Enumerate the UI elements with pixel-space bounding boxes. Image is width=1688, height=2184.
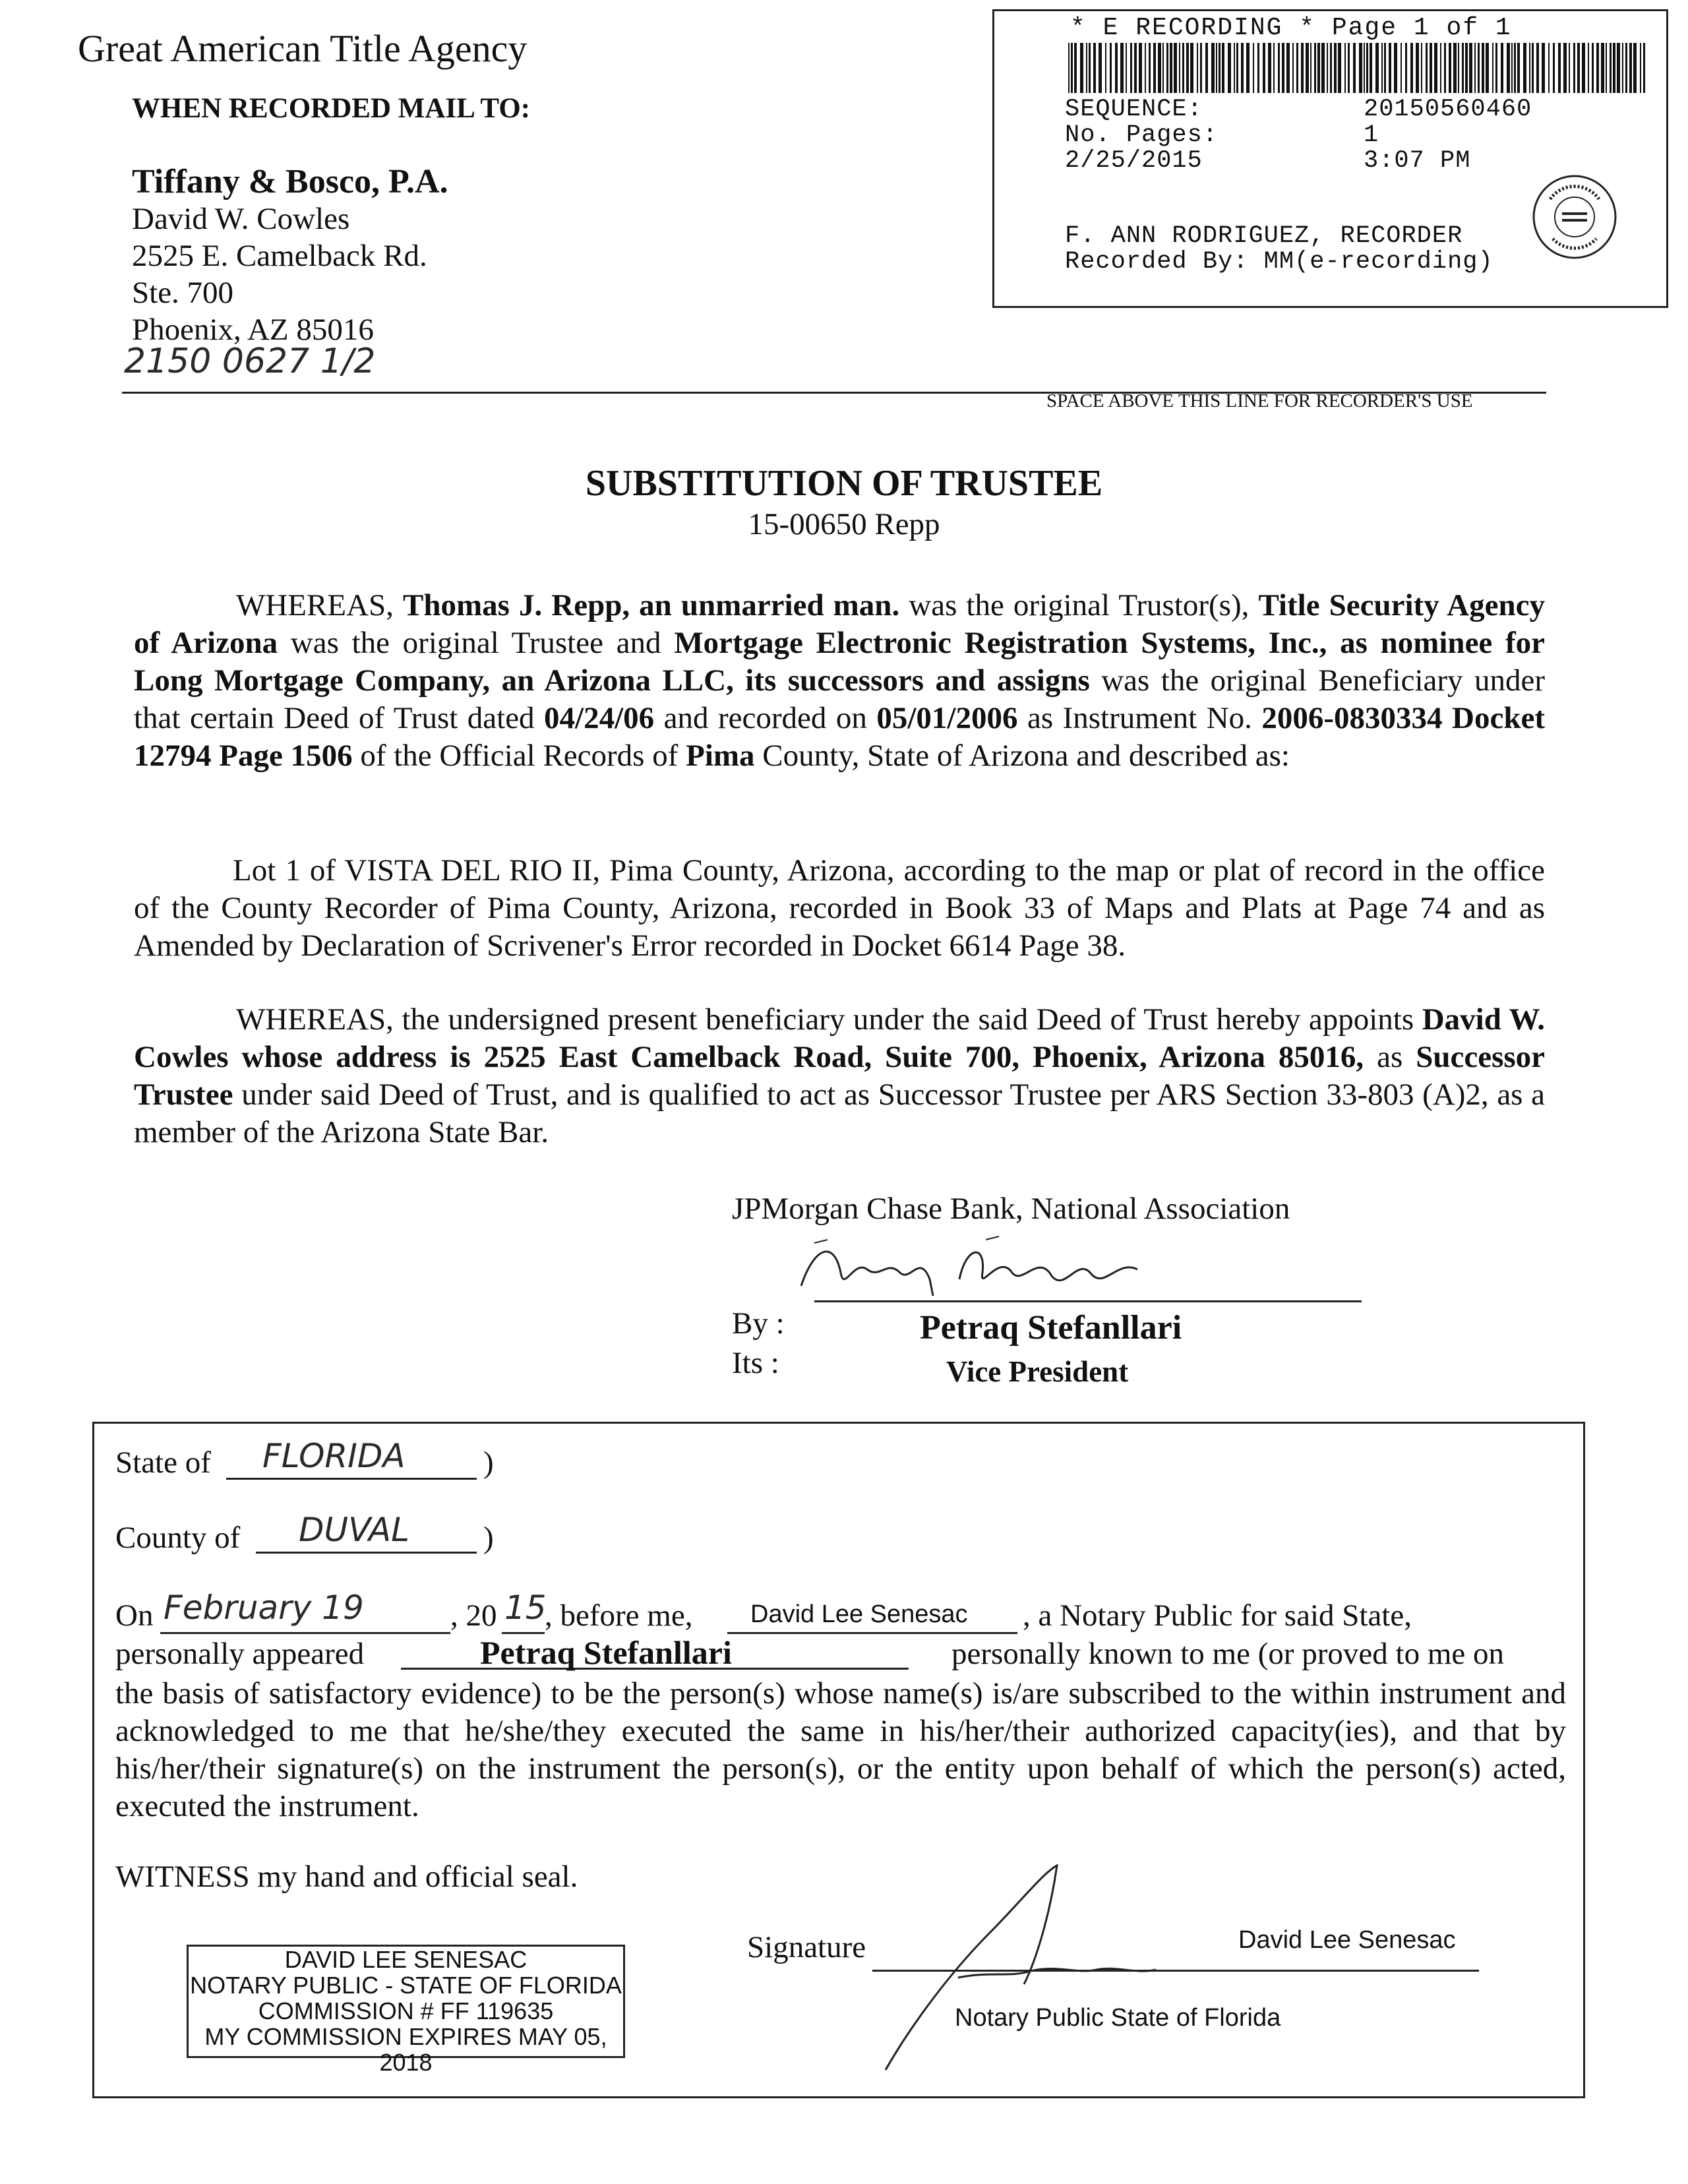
p1-text-4: was the original Beneficiary under that certain Deed of Trust dated: [134, 663, 1546, 735]
barcode-bar: [1458, 43, 1459, 93]
barcode-bar: [1228, 43, 1231, 93]
barcode-bar: [1474, 43, 1476, 93]
notary-signature-title: Notary Public State of Florida: [955, 2004, 1281, 2032]
state-label: State of: [115, 1445, 211, 1480]
document-file-number: 15-00650 Repp: [748, 507, 940, 541]
barcode-bar: [1359, 43, 1362, 93]
barcode-bar: [1430, 43, 1432, 93]
barcode-bar: [1507, 43, 1510, 93]
barcode-bar: [1134, 43, 1137, 93]
barcode-bar: [1640, 43, 1641, 93]
sequence-value: 20150560460: [1364, 96, 1532, 123]
barcode-bar: [1610, 43, 1612, 93]
barcode-bar: [1394, 43, 1397, 93]
notary-signature-icon: [859, 1859, 1255, 2077]
by-label: By :: [732, 1306, 785, 1341]
barcode-bar: [1401, 43, 1402, 93]
acknowledgment-body: the basis of satisfactory evidence) to be the person(s) whose name(s) is/are subscribed to the within instrument and acknowledged to me that he/she/they executed the same in his/her/their authorized capacity(ies), and that by his/her/their signature(s) on the instrument the person(s), or the entity upon behalf of which the person(s) acted, executed the instrument.: [115, 1676, 1566, 1823]
barcode-bar: [1381, 43, 1383, 93]
barcode-bar: [1327, 43, 1328, 93]
barcode-bar: [1241, 43, 1244, 93]
barcode-bar: [1334, 43, 1337, 93]
barcode-bar: [1071, 43, 1073, 93]
county-name: Pima: [686, 739, 755, 773]
legal-description: Lot 1 of VISTA DEL RIO II, Pima County, Arizona, according to the map or plat of record in the office of the County Recorder of Pima County, Arizona, recorded in Book 33 of Maps and Plats at Page 74 and as Amended by Declaration of Scrivener's Error recorded in Docket 6614 Page 38.: [134, 853, 1545, 963]
barcode-bar: [1643, 43, 1645, 93]
barcode-bar: [1197, 43, 1198, 93]
successor-trustee-name: David W. Cowles whose address is 2525 East Camelback Road, Suite 700, Phoenix, Arizona 85016,: [134, 1002, 1545, 1074]
barcode-bar: [1364, 43, 1365, 93]
barcode-bar: [1375, 43, 1379, 93]
recorder-space-note: SPACE ABOVE THIS LINE FOR RECORDER'S USE: [1046, 390, 1473, 411]
barcode-bar: [1149, 43, 1151, 93]
original-trustee: Title Security Agency of Arizona: [134, 588, 1545, 660]
barcode-bar: [1421, 43, 1422, 93]
barcode-bar: [1348, 43, 1350, 93]
barcode-bar: [1596, 43, 1599, 93]
year-value: 15: [504, 1589, 547, 1627]
barcode-bar: [1625, 43, 1627, 93]
signature-label: Signature: [747, 1930, 866, 1964]
barcode-bar: [1532, 43, 1534, 93]
recording-date: 2/25/2015: [1065, 147, 1203, 175]
barcode-bar: [1569, 43, 1570, 93]
barcode-bar: [1629, 43, 1632, 93]
barcode-bar: [1486, 43, 1489, 93]
barcode-bar: [1617, 43, 1620, 93]
barcode-bar: [1606, 43, 1607, 93]
date-value: February 19: [164, 1589, 364, 1627]
p1-text-6: as Instrument No.: [1017, 701, 1262, 735]
barcode-bar: [1179, 43, 1180, 93]
county-paren: ): [483, 1521, 494, 1555]
address-line-city: Phoenix, AZ 85016: [132, 313, 374, 347]
barcode-bar: [1563, 43, 1567, 93]
barcode-bar: [1317, 43, 1320, 93]
before-me-text: , before me,: [545, 1598, 693, 1633]
barcode-bar: [1263, 43, 1265, 93]
barcode-bar: [1514, 43, 1516, 93]
notary-stamp: [187, 1945, 625, 2076]
barcode-bar: [1153, 43, 1156, 93]
address-line-street: 2525 E. Camelback Rd.: [132, 239, 427, 273]
barcode-bar: [1253, 43, 1254, 93]
barcode-bar: [1553, 43, 1555, 93]
recorded-by: Recorded By: MM(e-recording): [1065, 248, 1493, 276]
document-title: SUBSTITUTION OF TRUSTEE: [585, 463, 1103, 504]
signer-title: Vice President: [946, 1355, 1129, 1388]
barcode-bar: [1310, 43, 1311, 93]
barcode-bar: [1296, 43, 1298, 93]
barcode-bar: [1130, 43, 1132, 93]
barcode-bar: [1405, 43, 1407, 93]
signer-name: Petraq Stefanllari: [920, 1309, 1182, 1347]
handwritten-file-number: 2150 0627 1/2: [124, 342, 376, 381]
address-line-name: David W. Cowles: [132, 202, 350, 236]
barcode-bar: [1592, 43, 1594, 93]
agency-name: Great American Title Agency: [78, 27, 528, 70]
barcode-bar: [1613, 43, 1615, 93]
barcode-bar: [1292, 43, 1294, 93]
barcode-bar: [1338, 43, 1341, 93]
year-prefix: , 20: [450, 1598, 497, 1633]
appointment-paragraph: [134, 1001, 1545, 1151]
barcode-bar: [1089, 43, 1091, 93]
barcode-bar: [1219, 43, 1221, 93]
original-beneficiary: Mortgage Electronic Registration Systems, Inc., as nominee for Long Mortgage Company, an Arizona LLC, its successors and assigns: [134, 626, 1545, 698]
state-paren: ): [483, 1445, 494, 1480]
barcode-bar: [1205, 43, 1208, 93]
barcode-bar: [1344, 43, 1346, 93]
barcode-bar: [1211, 43, 1215, 93]
barcode-bar: [1145, 43, 1146, 93]
recording-time: 3:07 PM: [1364, 147, 1471, 175]
beneficiary-company: JPMorgan Chase Bank, National Association: [732, 1192, 1290, 1226]
barcode-bar: [1366, 43, 1368, 93]
stamp-line-4: MY COMMISSION EXPIRES MAY 05, 2018: [204, 2023, 607, 2076]
barcode-bar: [1182, 43, 1184, 93]
barcode-bar: [1536, 43, 1539, 93]
recording-title: * E RECORDING * Page 1 of 1: [1070, 14, 1512, 42]
county-label: County of: [115, 1521, 241, 1555]
barcode-bar: [1321, 43, 1325, 93]
p1-text-7: of the Official Records of: [352, 739, 686, 773]
state-value: FLORIDA: [262, 1437, 406, 1475]
barcode-bar: [1444, 43, 1446, 93]
barcode-bar: [1482, 43, 1484, 93]
barcode-bar: [1186, 43, 1189, 93]
barcode-bar: [1174, 43, 1177, 93]
barcode-bar: [1099, 43, 1102, 93]
deed-date: 04/24/06: [544, 701, 655, 735]
barcode-bar: [1086, 43, 1087, 93]
barcode-bar: [1306, 43, 1309, 93]
barcode-bar: [1582, 43, 1585, 93]
barcode-bar: [1588, 43, 1589, 93]
barcode-bar: [1222, 43, 1224, 93]
trustor-name: Thomas J. Repp, an unmarried man.: [402, 588, 900, 622]
barcode-bar: [1068, 43, 1070, 93]
notary-public-text: , a Notary Public for said State,: [1023, 1598, 1412, 1633]
barcode-bar: [1410, 43, 1413, 93]
recital-paragraph: [134, 587, 1545, 775]
barcode-bar: [1139, 43, 1142, 93]
barcode-bar: [1353, 43, 1356, 93]
p3-text-3: under said Deed of Trust, and is qualified to act as Successor Trustee per ARS Section 33-803 (A)2, as a member of the Arizona State Bar.: [134, 1077, 1545, 1149]
barcode-bar: [1523, 43, 1526, 93]
barcode-bar: [1093, 43, 1096, 93]
barcode-bar: [1246, 43, 1250, 93]
barcode-bar: [1511, 43, 1513, 93]
barcode-bar: [1389, 43, 1391, 93]
p1-text-5: and recorded on: [654, 701, 877, 735]
barcode-bar: [1453, 43, 1457, 93]
barcode-bar: [1216, 43, 1217, 93]
barcode-bar: [1478, 43, 1480, 93]
pages-value: 1: [1364, 121, 1379, 149]
signature-icon: [788, 1233, 1151, 1306]
barcode-bar: [1282, 43, 1284, 93]
barcode-bar: [1190, 43, 1193, 93]
barcode-bar: [1115, 43, 1118, 93]
barcode-bar: [1517, 43, 1520, 93]
notary-signature-name: David Lee Senesac: [1238, 1926, 1456, 1954]
barcode-bar: [1110, 43, 1112, 93]
barcode-bar: [1314, 43, 1316, 93]
sequence-label: SEQUENCE:: [1065, 96, 1203, 123]
barcode-bar: [1286, 43, 1290, 93]
barcode-icon: [1068, 43, 1648, 93]
barcode-bar: [1384, 43, 1386, 93]
barcode-bar: [1236, 43, 1238, 93]
stamp-line-2: NOTARY PUBLIC - STATE OF FLORIDA: [190, 1972, 622, 1999]
barcode-bar: [1080, 43, 1083, 93]
p3-text-1: WHEREAS, the undersigned present beneficiary under the said Deed of Trust hereby appoints: [236, 1002, 1422, 1037]
barcode-bar: [1278, 43, 1280, 93]
county-recorder-seal-icon: [1530, 173, 1619, 261]
signature-line: [814, 1300, 1362, 1302]
address-line-firm: Tiffany & Bosco, P.A.: [132, 163, 448, 200]
barcode-bar: [1074, 43, 1077, 93]
barcode-bar: [1558, 43, 1561, 93]
instrument-number: 2006-0830334 Docket 12794 Page 1506: [134, 701, 1545, 773]
return-address: [132, 164, 448, 348]
barcode-bar: [1542, 43, 1545, 93]
pages-label: No. Pages:: [1065, 121, 1219, 149]
barcode-bar: [1330, 43, 1332, 93]
barcode-bar: [1577, 43, 1580, 93]
barcode-bar: [1301, 43, 1304, 93]
on-label: On: [115, 1598, 154, 1633]
barcode-bar: [1234, 43, 1235, 93]
p1-text-2: was the original Trustor(s),: [899, 588, 1259, 622]
barcode-bar: [1469, 43, 1472, 93]
barcode-bar: [1601, 43, 1604, 93]
its-label: Its :: [732, 1346, 779, 1380]
barcode-bar: [1126, 43, 1127, 93]
barcode-bar: [1416, 43, 1419, 93]
stamp-line-3: COMMISSION # FF 119635: [258, 1997, 554, 2024]
barcode-bar: [1573, 43, 1575, 93]
barcode-bar: [1449, 43, 1451, 93]
recorded-date: 05/01/2006: [876, 701, 1018, 735]
known-text: personally known to me (or proved to me on: [951, 1637, 1504, 1671]
barcode-bar: [1162, 43, 1164, 93]
recorder-name: F. ANN RODRIGUEZ, RECORDER: [1065, 222, 1463, 250]
barcode-bar: [1273, 43, 1275, 93]
barcode-bar: [1268, 43, 1271, 93]
barcode-bar: [1170, 43, 1172, 93]
notary-name-stamp: David Lee Senesac: [750, 1600, 968, 1628]
barcode-bar: [1120, 43, 1124, 93]
barcode-bar: [1492, 43, 1493, 93]
appeared-name: Petraq Stefanllari: [480, 1634, 732, 1671]
county-value: DUVAL: [299, 1511, 409, 1549]
barcode-bar: [1465, 43, 1468, 93]
barcode-bar: [1633, 43, 1637, 93]
address-line-suite: Ste. 700: [132, 276, 234, 310]
barcode-bar: [1622, 43, 1623, 93]
mail-to-label: WHEN RECORDED MAIL TO:: [132, 93, 531, 124]
p1-text-8: County, State of Arizona and described as:: [754, 739, 1290, 773]
stamp-line-1: DAVID LEE SENESAC: [284, 1946, 528, 1973]
personally-appeared-label: personally appeared: [115, 1637, 365, 1671]
barcode-bar: [1257, 43, 1259, 93]
barcode-bar: [1200, 43, 1202, 93]
barcode-bar: [1548, 43, 1550, 93]
barcode-bar: [1462, 43, 1464, 93]
notary-acknowledgment: [92, 1422, 1585, 2098]
recording-box: [992, 9, 1668, 308]
p3-text-2: as: [1364, 1040, 1416, 1074]
barcode-bar: [1440, 43, 1441, 93]
barcode-bar: [1434, 43, 1437, 93]
barcode-bar: [1166, 43, 1168, 93]
barcode-bar: [1495, 43, 1497, 93]
barcode-bar: [1370, 43, 1372, 93]
barcode-bar: [1426, 43, 1428, 93]
witness-text: WITNESS my hand and official seal.: [115, 1860, 578, 1894]
successor-trustee-role: Successor Trustee: [134, 1040, 1546, 1112]
barcode-bar: [1105, 43, 1106, 93]
barcode-bar: [1529, 43, 1530, 93]
barcode-bar: [1501, 43, 1503, 93]
p1-text-3: was the original Trustee and: [278, 626, 675, 660]
barcode-bar: [1158, 43, 1161, 93]
p1-text-1: WHEREAS,: [236, 588, 403, 622]
